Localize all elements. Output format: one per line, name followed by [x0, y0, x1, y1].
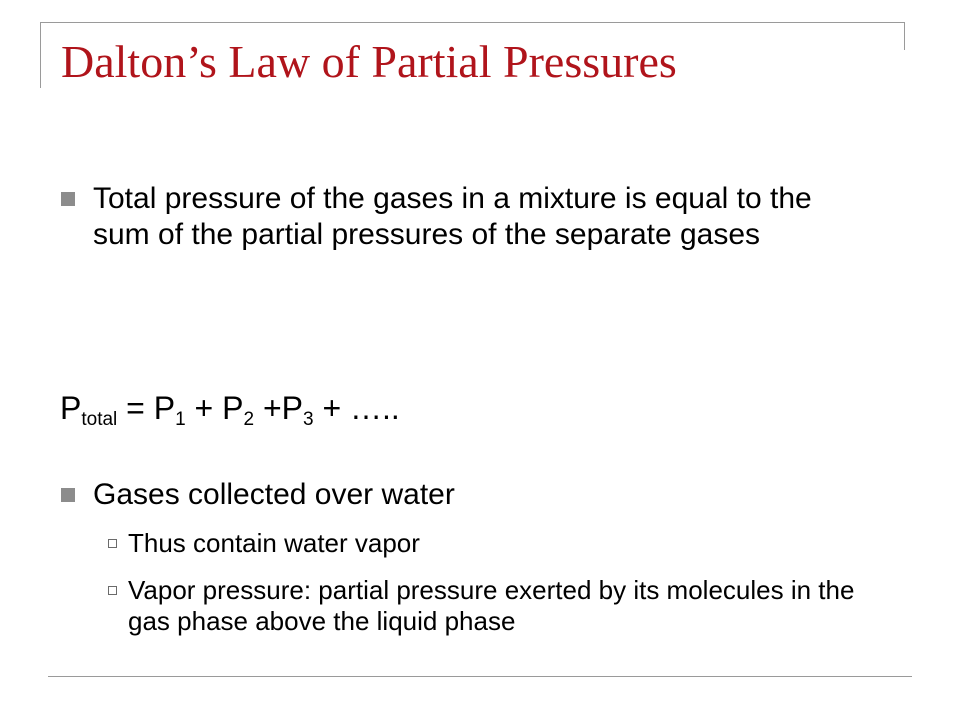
- hollow-square-bullet-icon: [108, 539, 117, 548]
- frame-right-line: [904, 22, 905, 50]
- formula-operator: =: [117, 390, 154, 426]
- formula-symbol: P: [60, 390, 82, 426]
- formula-subscript: 1: [175, 409, 186, 430]
- formula-subscript: total: [81, 409, 118, 430]
- bullet-text: Gases collected over water: [93, 478, 455, 511]
- frame-top-line: [40, 22, 904, 23]
- sub-bullet-text: Thus contain water vapor: [128, 528, 420, 558]
- sub-bullet-vapor-pressure: [108, 575, 868, 637]
- hollow-square-bullet-icon: [108, 586, 117, 595]
- bullet-item-total-pressure: [61, 181, 841, 253]
- bullet-item-gases-over-water: [61, 477, 841, 513]
- formula-operator: +: [254, 390, 282, 426]
- formula-tail: + …..: [313, 390, 400, 426]
- formula-subscript: 3: [302, 409, 314, 430]
- dalton-formula: [60, 388, 400, 428]
- formula-operator: +: [185, 390, 223, 426]
- sub-bullet-water-vapor: [108, 528, 868, 559]
- bullet-text: Total pressure of the gases in a mixture is equal to the sum of the partial pressures of the separate gases: [93, 182, 812, 251]
- formula-symbol: P: [222, 390, 244, 426]
- formula-subscript: 2: [243, 409, 255, 430]
- slide-title: Dalton’s Law of Partial Pressures: [61, 36, 677, 87]
- square-bullet-icon: [61, 488, 75, 502]
- formula-symbol: P: [281, 390, 303, 426]
- frame-bottom-line: [48, 676, 912, 677]
- square-bullet-icon: [61, 192, 75, 206]
- formula-symbol: P: [153, 390, 176, 426]
- frame-left-line: [40, 22, 41, 88]
- sub-bullet-text: Vapor pressure: partial pressure exerted by its molecules in the gas phase above the liquid phase: [128, 575, 855, 636]
